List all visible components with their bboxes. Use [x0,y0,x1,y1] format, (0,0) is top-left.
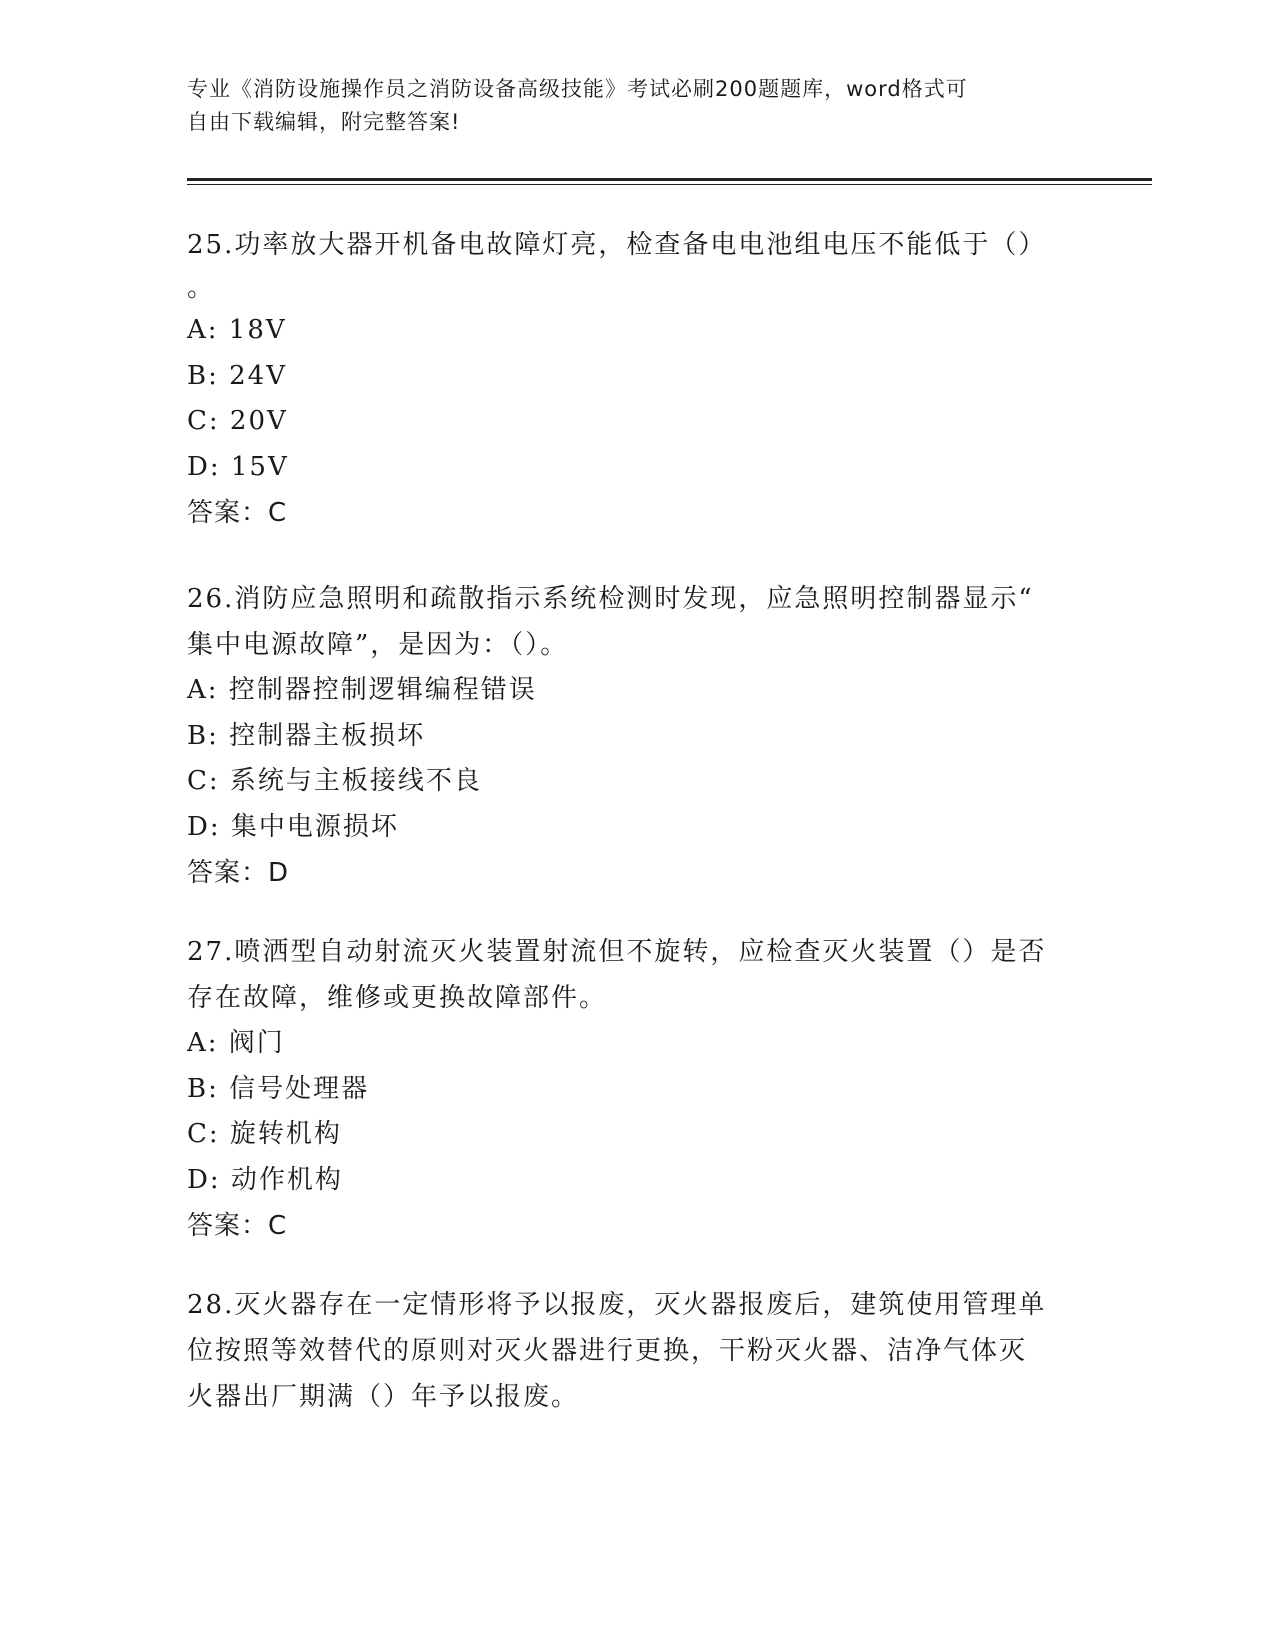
option-a: A: 18V [187,315,287,345]
header-divider-thin [187,184,1152,185]
option-a: A: 控制器控制逻辑编程错误 [187,675,537,705]
header-line-1: 专业《消防设施操作员之消防设备高级技能》考试必刷200题题库，word格式可 [187,77,968,101]
question-stem-line: 28.灭火器存在一定情形将予以报废，灭火器报废后，建筑使用管理单 [187,1290,1047,1320]
option-d: D: 15V [187,451,289,482]
option-b: B: 24V [187,360,287,391]
question-28 [187,1282,1067,1420]
header-line-2: 自由下载编辑，附完整答案! [187,110,461,134]
option-c: C: 20V [187,406,288,436]
option-c: C: 旋转机构 [187,1119,342,1149]
question-27 [187,929,1067,1249]
document-header [187,73,1067,139]
option-b: B: 控制器主板损坏 [187,720,426,751]
option-b: B: 信号处理器 [187,1073,370,1104]
option-c: C: 系统与主板接线不良 [187,766,482,796]
header-divider-thick [187,178,1152,181]
answer: 答案：C [187,498,288,528]
question-stem-line: 集中电源故障”，是因为：（）。 [187,630,569,660]
question-stem-line: 27.喷洒型自动射流灭火装置射流但不旋转，应检查灭火装置（）是否 [187,937,1047,967]
option-d: D: 集中电源损坏 [187,811,399,842]
question-stem-line: 位按照等效替代的原则对灭火器进行更换，干粉灭火器、洁净气体灭 [187,1336,1028,1366]
question-stem-line: 存在故障，维修或更换故障部件。 [187,983,608,1013]
question-25 [187,222,1067,536]
option-a: A: 阀门 [187,1028,285,1058]
question-26 [187,576,1067,896]
answer: 答案：C [187,1211,288,1241]
question-stem-line: 火器出厂期满（）年予以报废。 [187,1382,580,1412]
question-stem-line: 25.功率放大器开机备电故障灯亮，检查备电电池组电压不能低于（） [187,230,1047,260]
answer: 答案：D [187,858,290,888]
question-stem-line: 26.消防应急照明和疏散指示系统检测时发现，应急照明控制器显示“ [187,584,1034,614]
question-stem-line: 。 [187,273,216,303]
option-d: D: 动作机构 [187,1164,343,1195]
